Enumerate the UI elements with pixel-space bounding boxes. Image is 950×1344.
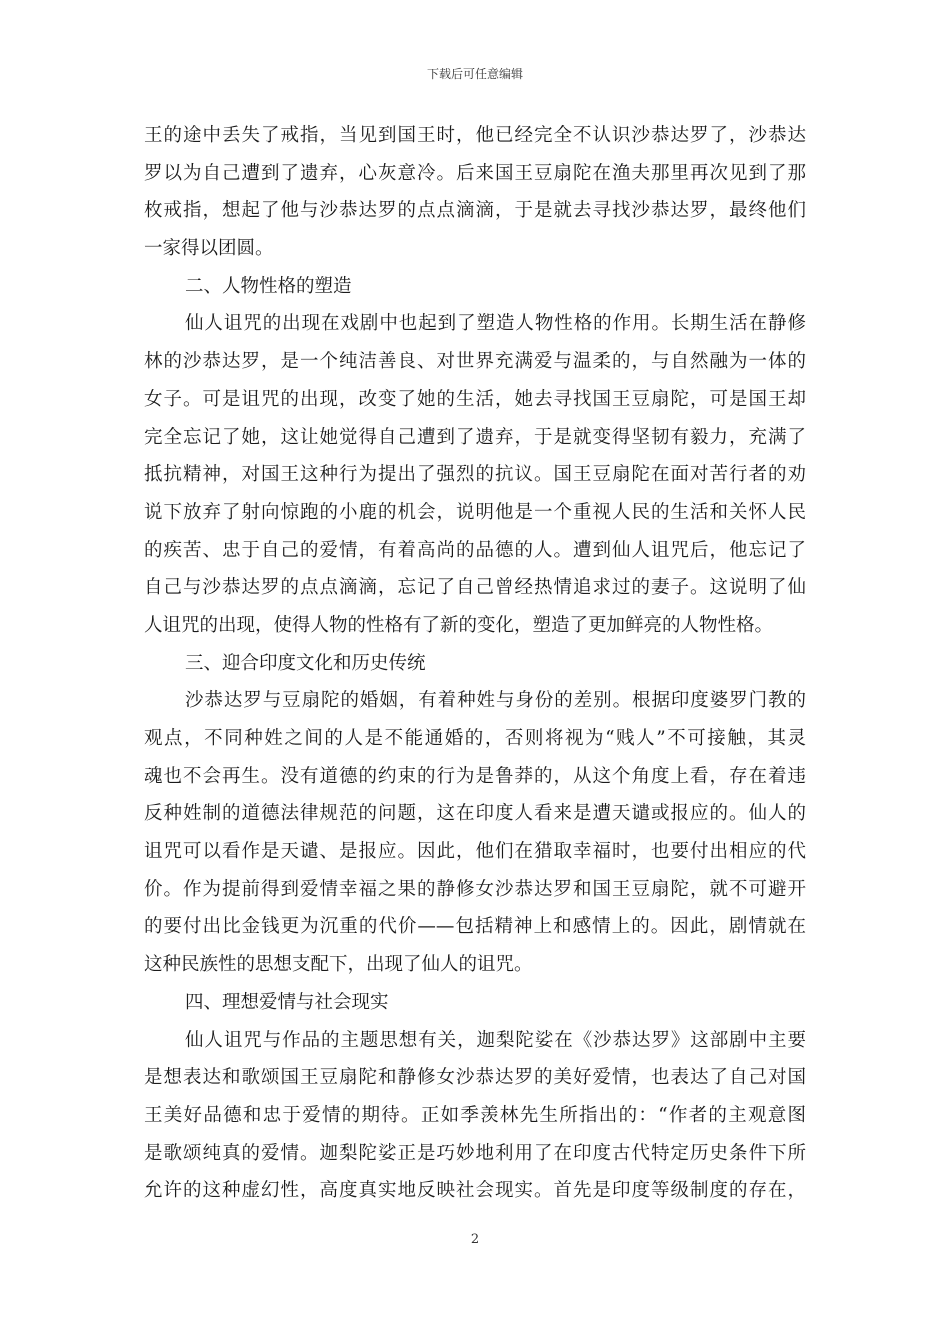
page-header: 下载后可任意编辑 <box>426 67 523 81</box>
page-number: 2 <box>470 1232 480 1247</box>
body-line: 这种民族性的思想支配下，出现了仙人的诅咒。 <box>144 954 533 976</box>
body-line: 沙恭达罗与豆扇陀的婚姻，有着种姓与身份的差别。根据印度婆罗门教的 <box>185 690 806 712</box>
body-line: 魂也不会再生。没有道德的约束的行为是鲁莽的，从这个角度上看，存在着违 <box>144 765 806 787</box>
body-line: 王的途中丢失了戒指，当见到国王时，他已经完全不认识沙恭达罗了，沙恭达 <box>144 125 806 146</box>
body-line: 说下放弃了射向惊跑的小鹿的机会，说明他是一个重视人民的生活和关怀人民 <box>144 501 806 523</box>
body-line: 自己与沙恭达罗的点点滴滴，忘记了自己曾经热情追求过的妻子。这说明了仙 <box>144 577 806 599</box>
body-line: 人诅咒的出现，使得人物的性格有了新的变化，塑造了更加鲜亮的人物性格。 <box>144 614 774 636</box>
body-line: 罗以为自己遭到了遗弃，心灰意冷。后来国王豆扇陀在渔夫那里再次见到了那 <box>144 162 806 184</box>
section-heading: 二、人物性格的塑造 <box>185 275 352 297</box>
body-line: 一家得以团圆。 <box>144 238 274 260</box>
section-heading: 三、迎合印度文化和历史传统 <box>185 652 426 674</box>
body-line: 枚戒指，想起了他与沙恭达罗的点点滴滴，于是就去寻找沙恭达罗，最终他们 <box>144 200 806 222</box>
body-line: 反种姓制的道德法律规范的问题，这在印度人看来是遭天谴或报应的。仙人的 <box>144 803 806 825</box>
body-line: 仙人诅咒的出现在戏剧中也起到了塑造人物性格的作用。长期生活在静修 <box>185 313 806 335</box>
section-heading: 四、理想爱情与社会现实 <box>185 991 389 1013</box>
body-line: 抵抗精神，对国王这种行为提出了强烈的抗议。国王豆扇陀在面对苦行者的劝 <box>144 464 806 486</box>
body-line: 观点，不同种姓之间的人是不能通婚的，否则将视为“贱人”不可接触，其灵 <box>144 728 806 749</box>
body-line: 诅咒可以看作是天谴、是报应。因此，他们在猎取幸福时，也要付出相应的代 <box>144 841 806 863</box>
document-body <box>144 117 806 1210</box>
body-line: 女子。可是诅咒的出现，改变了她的生活，她去寻找国王豆扇陀，可是国王却 <box>144 388 806 410</box>
body-line: 允许的这种虚幻性，高度真实地反映社会现实。首先是印度等级制度的存在， <box>144 1180 806 1202</box>
body-line: 是歌颂纯真的爱情。迦梨陀娑正是巧妙地利用了在印度古代特定历史条件下所 <box>144 1142 806 1164</box>
body-line: 是想表达和歌颂国王豆扇陀和静修女沙恭达罗的美好爱情，也表达了自己对国 <box>144 1067 806 1089</box>
body-line: 价。作为提前得到爱情幸福之果的静修女沙恭达罗和国王豆扇陀，就不可避开 <box>144 878 806 900</box>
body-line: 林的沙恭达罗，是一个纯洁善良、对世界充满爱与温柔的，与自然融为一体的 <box>144 351 806 373</box>
body-line: 王美好品德和忠于爱情的期待。正如季羡林先生所指出的：“作者的主观意图 <box>144 1104 806 1126</box>
body-line: 完全忘记了她，这让她觉得自己遭到了遗弃，于是就变得坚韧有毅力，充满了 <box>144 426 806 448</box>
body-line: 仙人诅咒与作品的主题思想有关，迦梨陀娑在《沙恭达罗》这部剧中主要 <box>185 1029 806 1051</box>
body-line: 的疾苦、忠于自己的爱情，有着高尚的品德的人。遭到仙人诅咒后，他忘记了 <box>144 539 806 561</box>
body-line: 的要付出比金钱更为沉重的代价——包括精神上和感情上的。因此，剧情就在 <box>144 916 806 938</box>
